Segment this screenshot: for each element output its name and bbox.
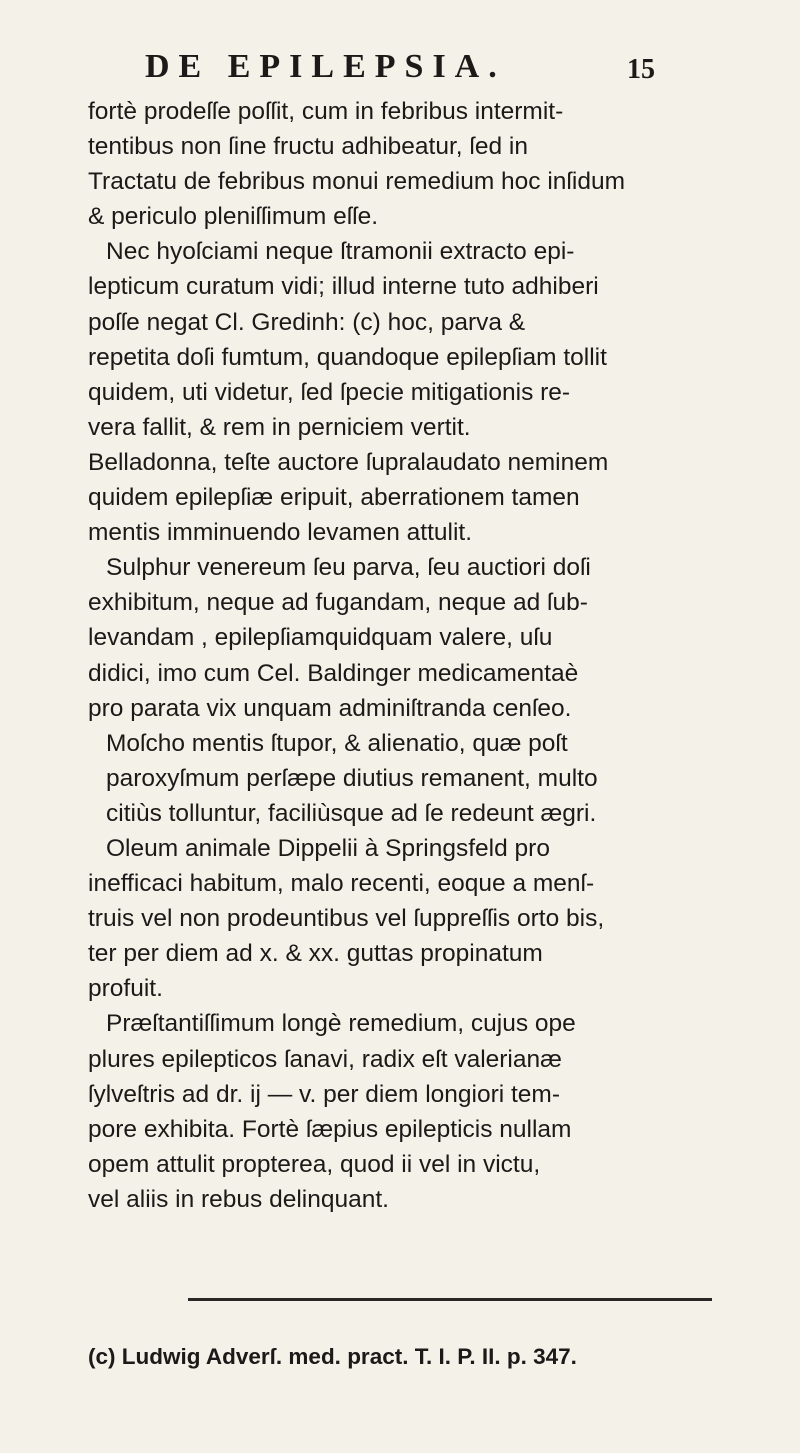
text-line: truis vel non prodeuntibus vel ſuppreſſis orto bis, <box>88 905 605 933</box>
text-line: lepticum curatum vidi; illud interne tuto adhiberi <box>88 273 599 301</box>
text-line: opem attulit propterea, quod ii vel in victu, <box>88 1150 541 1178</box>
text-line: vera fallit, & rem in perniciem vertit. <box>88 413 471 441</box>
text-line: paroxyſmum perſæpe diutius remanent, multo <box>106 764 598 792</box>
running-title: DE EPILEPSIA. <box>145 48 506 85</box>
text-line: Belladonna, teſte auctore ſupralaudato neminem <box>88 448 609 476</box>
text-line: quidem, uti videtur, ſed ſpecie mitigationis re- <box>88 378 571 406</box>
text-line: pore exhibita. Fortè ſæpius epilepticis nullam <box>88 1115 572 1143</box>
text-line: citiùs tolluntur, faciliùsque ad ſe redeunt ægri. <box>106 799 597 827</box>
footnote-rule <box>188 1298 712 1301</box>
text-line: Nec hyoſciami neque ſtramonii extracto epi- <box>106 238 575 266</box>
text-line: inefficaci habitum, malo recenti, eoque a menſ- <box>88 870 595 898</box>
text-line: mentis imminuendo levamen attulit. <box>88 519 473 547</box>
text-line: repetita doſi fumtum, quandoque epilepſiam tollit <box>88 343 607 371</box>
text-line: didici, imo cum Cel. Baldinger medicamentaè <box>88 659 579 687</box>
page-number: 15 <box>627 54 655 85</box>
text-line: fortè prodeſſe poſſit, cum in febribus intermit- <box>88 98 564 125</box>
text-line: Oleum animale Dippelii à Springsfeld pro <box>106 834 550 862</box>
running-head <box>145 48 655 92</box>
text-line: & periculo pleniſſimum eſſe. <box>88 203 379 231</box>
text-line: pro parata vix unquam adminiſtranda cenſeo. <box>88 694 572 722</box>
text-line: Moſcho mentis ſtupor, & alienatio, quæ poſt <box>106 729 568 757</box>
text-line: plures epilepticos ſanavi, radix eſt valerianæ <box>88 1045 562 1073</box>
footnote: (c) Ludwig Adverſ. med. pract. T. I. P. II. p. 347. <box>88 1344 577 1369</box>
text-line: exhibitum, neque ad fugandam, neque ad ſub- <box>88 589 588 617</box>
text-line: ſylveſtris ad dr. ij — v. per diem longiori tem- <box>88 1080 560 1108</box>
text-line: Tractatu de febribus monui remedium hoc inſidum <box>88 168 625 196</box>
text-line: ter per diem ad x. & xx. guttas propinatum <box>88 940 543 968</box>
text-line: poſſe negat Cl. Gredinh: (c) hoc, parva & <box>88 308 526 336</box>
text-line: levandam , epilepſiamquidquam valere, uſu <box>88 624 553 652</box>
text-line: Sulphur venereum ſeu parva, ſeu auctiori doſi <box>106 554 591 582</box>
text-line: profuit. <box>88 975 163 1003</box>
text-line: vel aliis in rebus delinquant. <box>88 1185 389 1213</box>
text-line: Præſtantiſſimum longè remedium, cujus ope <box>106 1010 576 1038</box>
text-line: quidem epilepſiæ eripuit, aberrationem tamen <box>88 484 580 512</box>
text-line: tentibus non ſine fructu adhibeatur, ſed in <box>88 133 528 161</box>
body-text <box>88 94 728 1217</box>
